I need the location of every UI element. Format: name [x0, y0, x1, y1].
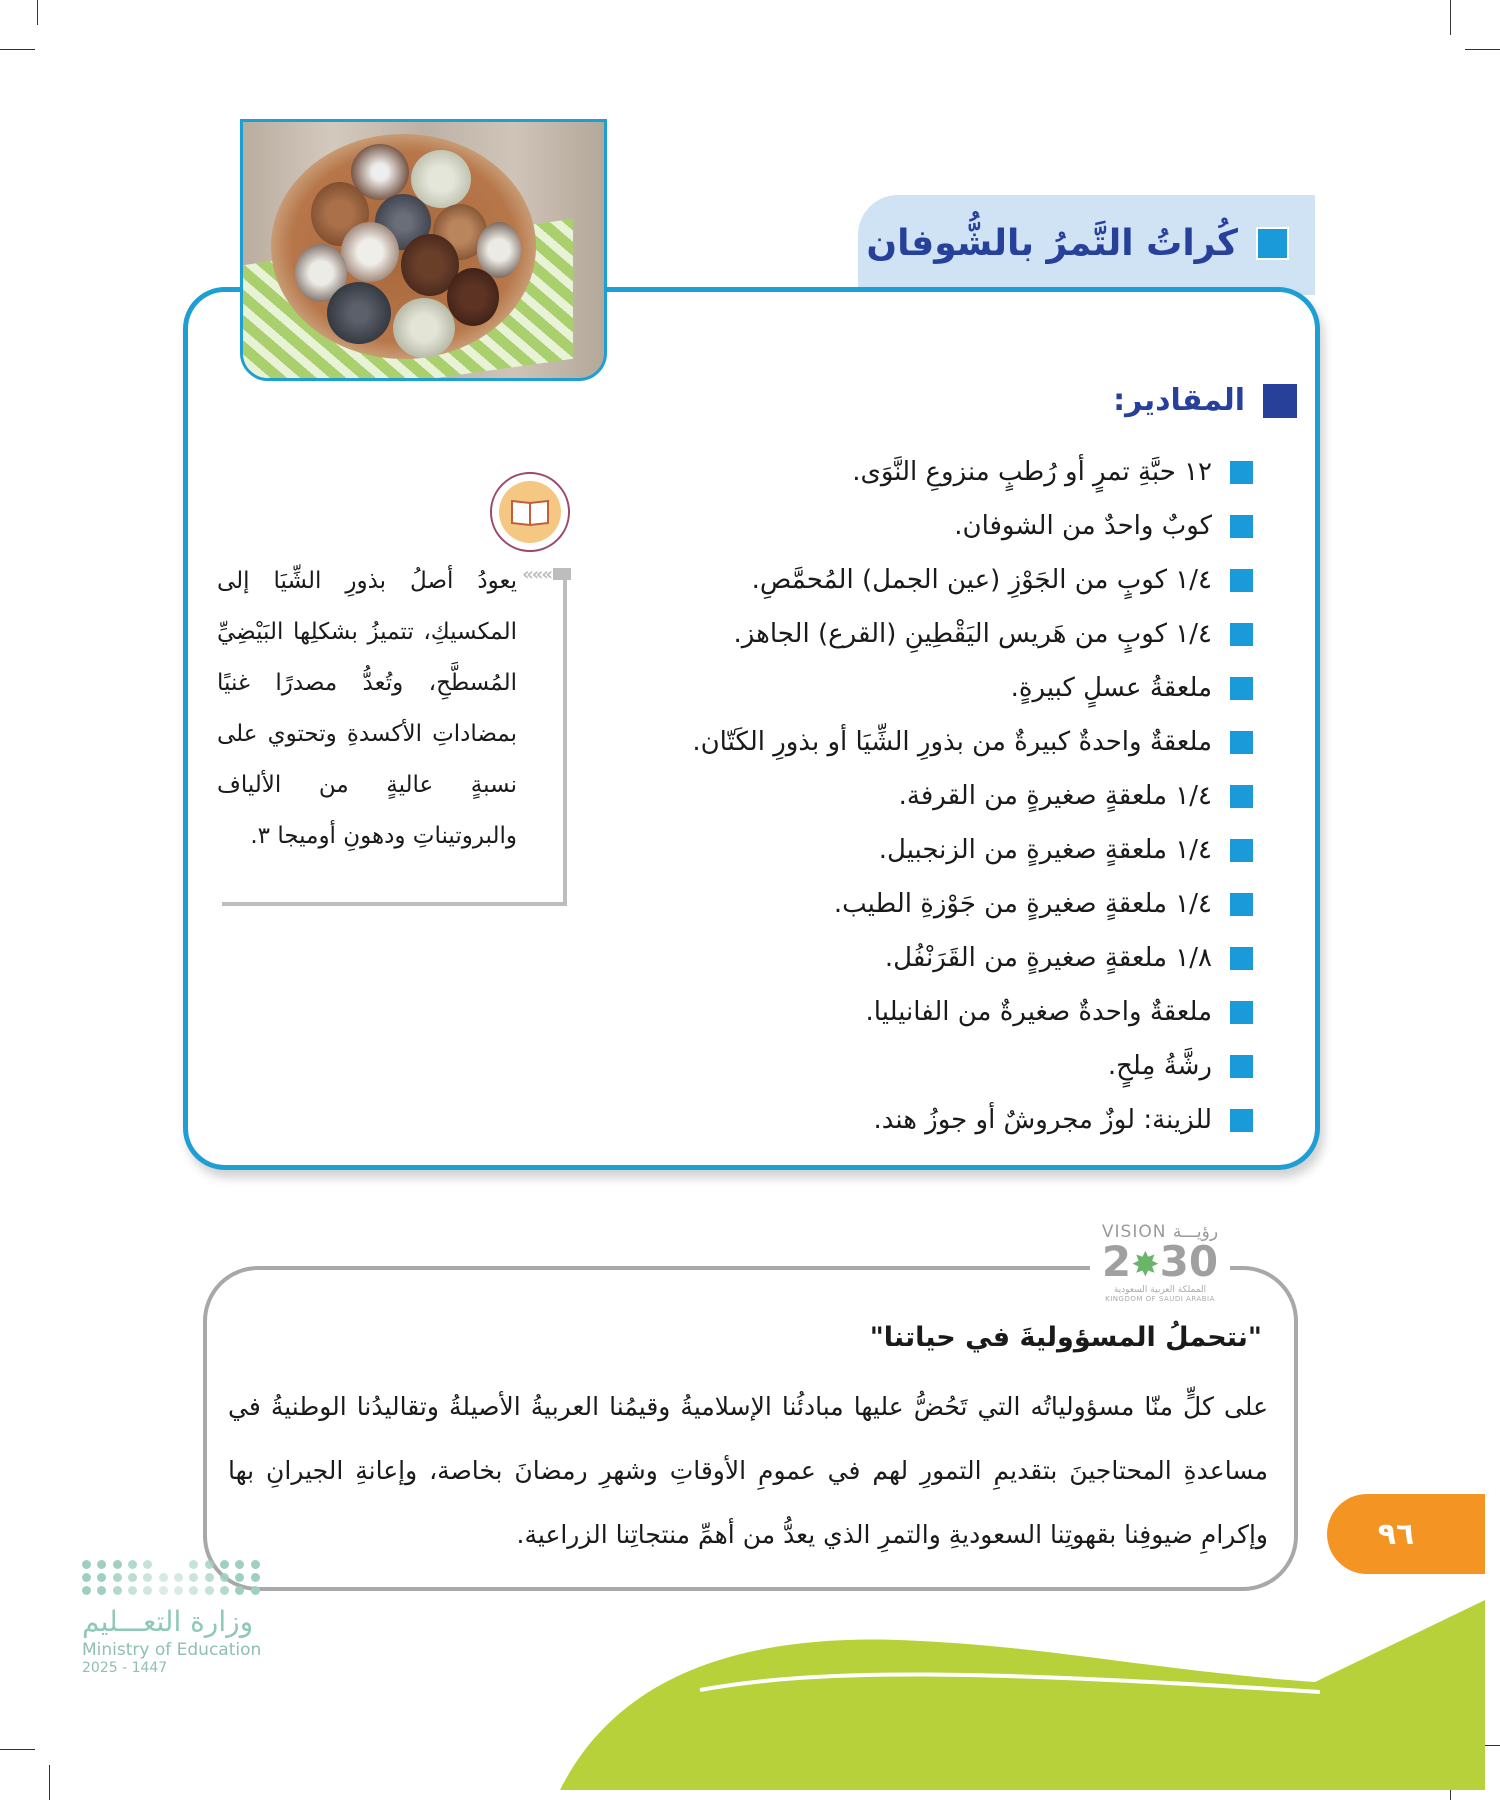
recipe-title: كُراتُ التَّمرُ بالشُّوفان [866, 223, 1238, 264]
ingredient-item [692, 985, 1253, 1039]
ingredient-item [692, 1093, 1253, 1147]
ingredient-item [692, 715, 1253, 769]
ingredient-item [692, 553, 1253, 607]
date-ball [447, 268, 499, 326]
vision-kingdom-ar: المملكة العربية السعودية [1113, 1285, 1207, 1295]
note-tab-marker [553, 568, 571, 580]
ingredient-item [692, 823, 1253, 877]
vision-year-left: 2 [1101, 1237, 1132, 1286]
date-ball [393, 298, 455, 358]
vision-title: "نتحملُ المسؤوليةَ في حياتنا" [869, 1322, 1262, 1353]
side-note-box [217, 564, 567, 906]
side-note-text: يعودُ أصلُ بذورِ الشِّيَا إلى المكسيكِ، تتميزُ بشكلِها البَيْضِيِّ المُسطَّحِ، وتُعدُّ مصدرًا غنيًا بمضاداتِ الأكسدةِ وتحتوي على نسبةٍ عاليةٍ من الألياف والبروتيناتِ ودهونِ أوميجا ٣. [217, 568, 517, 849]
ingredient-item [692, 931, 1253, 985]
bullet-square-icon [1230, 731, 1253, 754]
vision-word: VISION رؤيـــة [1101, 1222, 1219, 1242]
bullet-square-icon [1230, 1055, 1253, 1078]
ministry-name-ar: وزارة التعـــليم [82, 1605, 254, 1638]
bullet-square-icon [1230, 515, 1253, 538]
ingredient-text: ١/٤ ملعقةٍ صغيرةٍ من القرفة. [898, 781, 1212, 811]
ingredient-text: ١/٤ كوبٍ من الجَوْزِ (عين الجمل) المُحمَّصِ. [751, 565, 1212, 595]
date-ball [327, 282, 391, 344]
ingredients-heading [1113, 383, 1297, 418]
ingredient-text: ١/٤ ملعقةٍ صغيرةٍ من الزنجبيل. [878, 835, 1212, 865]
ingredients-list [692, 445, 1253, 1147]
crop-mark [1465, 49, 1500, 50]
bullet-square-icon [1230, 623, 1253, 646]
vision-emblem-icon: ✸ [1131, 1245, 1160, 1285]
bullet-square-icon [1230, 569, 1253, 592]
ingredient-text: ملعقةُ عسلٍ كبيرةٍ. [1010, 673, 1212, 703]
ingredient-item [692, 499, 1253, 553]
vision-kingdom-en: KINGDOM OF SAUDI ARABIA [1105, 1295, 1215, 1303]
bullet-square-icon [1230, 1109, 1253, 1132]
ingredient-text: ١/٨ ملعقةٍ صغيرةٍ من القَرَنْفُل. [884, 943, 1212, 973]
page-number: ٩٦ [1327, 1494, 1485, 1574]
bullet-square-icon [1230, 461, 1253, 484]
ingredient-text: ١/٤ ملعقةٍ صغيرةٍ من جَوْزةِ الطيب. [833, 889, 1212, 919]
ingredient-text: ملعقةٌ واحدةٌ صغيرةٌ من الفانيليا. [865, 997, 1212, 1027]
ingredient-item [692, 769, 1253, 823]
ingredient-text: ١٢ حبَّةِ تمرٍ أو رُطبٍ منزوعِ النَّوَى. [852, 457, 1212, 487]
ingredient-item [692, 661, 1253, 715]
bullet-square-icon [1230, 1001, 1253, 1024]
ministry-logo [82, 1560, 272, 1676]
bullet-square-icon [1230, 947, 1253, 970]
ingredient-text: ١/٤ كوبٍ من هَريس اليَقْطِينِ (القرع) الجاهز. [733, 619, 1212, 649]
open-book-icon [490, 472, 570, 552]
bullet-square-icon [1230, 677, 1253, 700]
crop-mark [0, 49, 35, 50]
date-ball [341, 222, 399, 282]
ingredient-text: رشَّةُ مِلحٍ. [1107, 1051, 1212, 1081]
bullet-square-icon [1230, 839, 1253, 862]
recipe-title-tab [858, 195, 1315, 295]
bullet-square-icon [1230, 893, 1253, 916]
ingredient-item [692, 607, 1253, 661]
heading-square-icon [1263, 384, 1297, 418]
ingredient-text: ملعقةٌ واحدةٌ كبيرةٌ من بذورِ الشِّيَا أو بذورِ الكَتّان. [692, 727, 1212, 757]
quote-marks-icon: ««« [522, 564, 551, 585]
vision-year-right: 30 [1159, 1237, 1219, 1286]
ingredient-item [692, 1039, 1253, 1093]
recipe-photo [240, 119, 607, 381]
vision-year [1090, 1237, 1230, 1286]
ministry-name-en: Ministry of Education [82, 1640, 262, 1660]
bullet-square-icon [1230, 785, 1253, 808]
ingredients-heading-text: المقادير: [1113, 383, 1245, 418]
ingredient-text: للزينة: لوزٌ مجروشٌ أو جوزُ هند. [873, 1105, 1212, 1135]
crop-mark [37, 0, 38, 25]
crop-mark [1450, 0, 1451, 35]
ingredient-item [692, 877, 1253, 931]
vision-body: على كلٍّ منّا مسؤولياتُه التي تَحُضُّ عليها مبادئُنا الإسلاميةُ وقيمُنا العربيةُ الأصيلةُ وتقاليدُنا الوطنيةُ في مساعدةِ المحتاجينَ بتقديمِ التمورِ لهم في عمومِ الأوقاتِ وشهرِ رمضانَ بخاصة، وإعانةِ الجيرانِ بها وإكرامِ ضيوفِنا بقهوتِنا السعوديةِ والتمرِ الذي يعدُّ من أهمِّ منتجاتِنا الزراعية. [228, 1392, 1268, 1549]
book-glyph-icon [510, 497, 550, 527]
ingredient-item [692, 445, 1253, 499]
vision-2030-logo [1090, 1222, 1230, 1312]
ingredient-text: كوبٌ واحدٌ من الشوفان. [954, 511, 1212, 541]
title-square-icon [1256, 227, 1289, 260]
ministry-year: 2025 - 1447 [82, 1660, 168, 1676]
ministry-dots-icon [82, 1560, 262, 1595]
